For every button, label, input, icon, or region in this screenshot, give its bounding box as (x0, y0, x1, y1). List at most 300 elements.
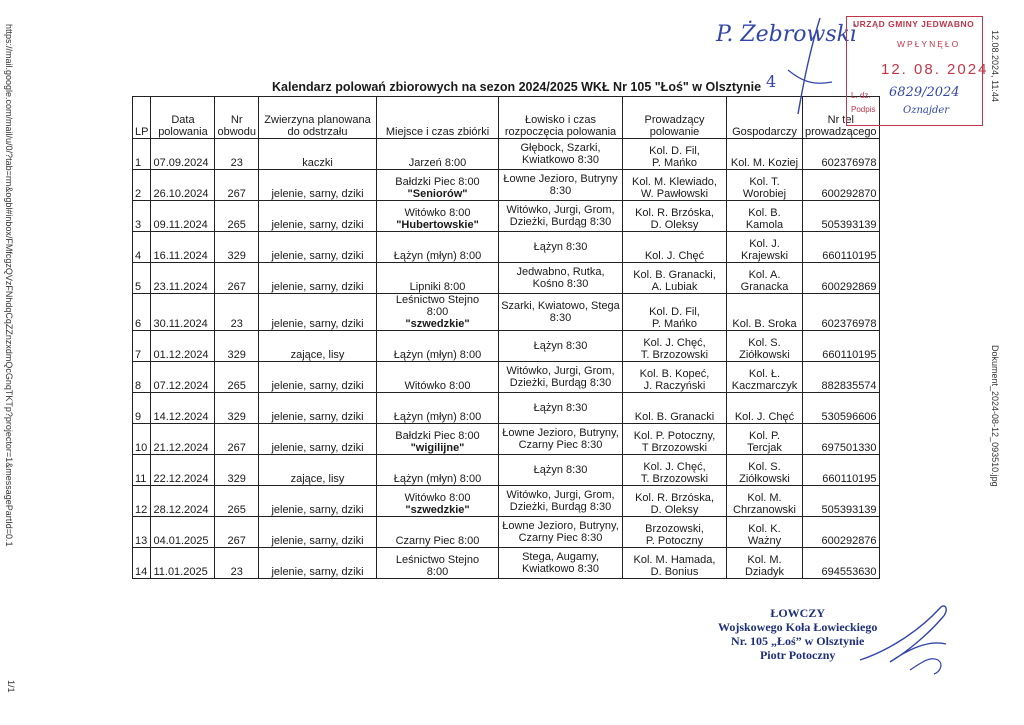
hunting-ground-text: Łowne Jezioro, Butryny, Czarny Piec 8:30 (502, 520, 619, 544)
meeting-place-text: Witówko 8:00 (404, 207, 471, 219)
meeting-place-text: Lipniki 8:00 (409, 281, 466, 293)
table-row (133, 331, 880, 362)
host-member (727, 486, 803, 517)
district-number (215, 517, 259, 548)
district-number (215, 393, 259, 424)
hunting-ground (499, 424, 623, 455)
district-number-text: 267 (227, 188, 246, 200)
meeting-place-subtitle: "Hubertowskie" (396, 219, 479, 231)
table-row (133, 170, 880, 201)
table-row (133, 424, 880, 455)
hunt-leader (623, 263, 727, 294)
hunt-date (151, 486, 215, 517)
hunt-date-text: 30.11.2024 (153, 318, 208, 330)
district-number-text: 329 (227, 473, 246, 485)
hunt-date-text: 01.12.2024 (153, 349, 209, 361)
district-number-text: 329 (227, 349, 246, 361)
hunting-ground-text: Witówko, Jurgi, Grom, Dzieżki, Burdąg 8:30 (506, 489, 615, 513)
host-member-text: Kol. J. Krajewski (740, 238, 789, 262)
hunt-leader (623, 201, 727, 232)
leader-phone (803, 201, 880, 232)
host-member-text: Kol. K. Ważny (747, 523, 782, 547)
hunt-leader (623, 294, 727, 331)
host-member (727, 232, 803, 263)
document-filename: Dokument_2024-08-12_093510.jpg (990, 345, 1000, 487)
host-member (727, 294, 803, 331)
meeting-place-text: Leśnictwo Stejno 8:00 (395, 294, 480, 318)
district-number-text: 23 (230, 566, 243, 578)
meeting-place (377, 517, 499, 548)
row-number (133, 548, 151, 579)
district-number (215, 201, 259, 232)
leader-phone (803, 548, 880, 579)
leader-phone (803, 232, 880, 263)
game-species-text: jelenie, sarny, dziki (271, 442, 364, 454)
row-number-text: 8 (135, 380, 142, 392)
game-species (259, 424, 377, 455)
hunting-ground-text: Stega, Augamy, Kwiatkowo 8:30 (521, 551, 600, 575)
host-member (727, 139, 803, 170)
meeting-place (377, 232, 499, 263)
leader-phone (803, 393, 880, 424)
meeting-place-text: Bałdzki Piec 8:00 (395, 176, 480, 188)
host-member-text: Kol. S. Ziółkowski (739, 337, 790, 361)
hunt-date-text: 09.11.2024 (153, 219, 208, 231)
row-number-text: 7 (135, 349, 142, 361)
handwritten-mark: 4 (766, 72, 777, 91)
meeting-place-text: Witówko 8:00 (404, 492, 471, 504)
host-member (727, 548, 803, 579)
hunt-leader-text: Kol. B. Granacki (634, 411, 715, 423)
leader-phone (803, 139, 880, 170)
row-number-text: 5 (135, 281, 142, 293)
col-leader: Prowadzący polowanie (623, 97, 727, 139)
host-member-text: Kol. S. Ziółkowski (739, 461, 790, 485)
district-number-text: 265 (227, 219, 246, 231)
hunt-date-text: 16.11.2024 (153, 250, 208, 262)
leader-phone-text: 660110195 (822, 250, 877, 262)
game-species (259, 170, 377, 201)
meeting-place-subtitle: "Seniorów" (407, 188, 468, 200)
host-member (727, 393, 803, 424)
leader-phone-text: 602376978 (821, 318, 877, 330)
hunt-leader-text: Kol. J. Chęć (644, 250, 705, 262)
meeting-place (377, 548, 499, 579)
hunt-leader (623, 362, 727, 393)
hunt-date (151, 294, 215, 331)
hunt-leader-text: Kol. P. Potoczny, T Brzozowski (633, 430, 716, 454)
hunt-leader (623, 548, 727, 579)
host-member-text: Kol. B. Sroka (732, 318, 797, 330)
hunt-date-text: 22.12.2024 (153, 473, 209, 485)
row-number-text: 3 (135, 219, 142, 231)
game-species-text: jelenie, sarny, dziki (271, 188, 364, 200)
hunting-ground-text: Szarki, Kwiatowo, Stega 8:30 (501, 300, 620, 324)
col-game: Zwierzyna planowana do odstrzału (259, 97, 377, 139)
row-number-text: 14 (135, 566, 148, 578)
host-member (727, 424, 803, 455)
signature-club: Wojskowego Koła Łowieckiego (718, 620, 878, 634)
host-member (727, 455, 803, 486)
meeting-place-text: Jarzeń 8:00 (408, 157, 467, 169)
hunt-date (151, 455, 215, 486)
game-species (259, 486, 377, 517)
row-number (133, 362, 151, 393)
game-species-text: jelenie, sarny, dziki (271, 318, 364, 330)
meeting-place (377, 362, 499, 393)
meeting-place-text: Łążyn (młyn) 8:00 (393, 349, 482, 361)
stamp-office: URZĄD GMINY JEDWABNO (853, 19, 975, 29)
hunting-ground-text: Witówko, Jurgi, Grom, Dzieżki, Burdąg 8:30 (506, 204, 615, 228)
page-number: 1/1 (6, 680, 16, 693)
district-number (215, 232, 259, 263)
hunt-leader (623, 331, 727, 362)
row-number-text: 2 (135, 188, 142, 200)
hunt-leader-text: Kol. D. Fil, P. Mańko (649, 145, 700, 169)
stamp-signer: Oznajder (903, 105, 950, 116)
hunt-date (151, 393, 215, 424)
hunting-ground-text: Łowne Jezioro, Butryny, Czarny Piec 8:30 (502, 427, 619, 451)
row-number (133, 517, 151, 548)
hunting-ground-text: Łążyn 8:30 (533, 340, 588, 352)
district-number-text: 267 (227, 281, 246, 293)
leader-phone-text: 697501330 (821, 442, 877, 454)
host-member-text: Kol. A. Granacka (740, 269, 789, 293)
hunt-date-text: 23.11.2024 (153, 281, 208, 293)
hunt-date (151, 548, 215, 579)
row-number (133, 263, 151, 294)
browser-url-margin: https://mail.google.com/mail/u/0/?tab=rm&ogbl#inbox/FMfcgzQVzFNhdqCqZZnzxdmQcGnqTKTp?projector=1&messagePartId=0.1 (4, 24, 14, 547)
hunt-date-text: 26.10.2024 (153, 188, 209, 200)
hunt-date-text: 21.12.2024 (153, 442, 209, 454)
meeting-place (377, 486, 499, 517)
district-number-text: 265 (227, 380, 246, 392)
hunting-ground-text: Łążyn 8:30 (533, 402, 588, 414)
hunting-ground (499, 486, 623, 517)
game-species (259, 362, 377, 393)
row-number (133, 170, 151, 201)
row-number (133, 393, 151, 424)
row-number-text: 10 (135, 442, 148, 454)
game-species (259, 139, 377, 170)
meeting-place-text: Łążyn (młyn) 8:00 (393, 411, 482, 423)
hunt-leader-text: Kol. R. Brzóska, D. Oleksy (635, 492, 714, 516)
stamp-ldz-label: L. dz. (851, 91, 871, 100)
hunting-ground-text: Łążyn 8:30 (533, 464, 588, 476)
meeting-place-text: Witówko 8:00 (404, 380, 471, 392)
table-row (133, 294, 880, 331)
game-species-text: jelenie, sarny, dziki (271, 566, 364, 578)
row-number-text: 11 (135, 473, 147, 485)
hunting-ground (499, 393, 623, 424)
leader-phone (803, 170, 880, 201)
hunting-ground (499, 294, 623, 331)
hunting-ground (499, 201, 623, 232)
table-row (133, 517, 880, 548)
hunting-ground-text: Łążyn 8:30 (533, 241, 588, 253)
hunt-leader (623, 486, 727, 517)
host-member-text: Kol. J. Chęć (734, 411, 795, 423)
district-number (215, 331, 259, 362)
district-number (215, 294, 259, 331)
leader-phone (803, 486, 880, 517)
meeting-place (377, 424, 499, 455)
hunting-ground (499, 548, 623, 579)
hunting-ground (499, 139, 623, 170)
game-species-text: zające, lisy (290, 349, 345, 361)
hunt-leader (623, 517, 727, 548)
row-number-text: 6 (135, 318, 142, 330)
game-species-text: jelenie, sarny, dziki (271, 250, 364, 262)
game-species-text: zające, lisy (290, 473, 345, 485)
meeting-place-subtitle: "szwedzkie" (405, 504, 470, 516)
district-number-text: 329 (227, 250, 246, 262)
hunt-date-text: 07.12.2024 (153, 380, 209, 392)
meeting-place-text: Łążyn (młyn) 8:00 (393, 473, 482, 485)
hunt-date-text: 11.01.2025 (153, 566, 208, 578)
host-member (727, 331, 803, 362)
row-number (133, 232, 151, 263)
meeting-place (377, 294, 499, 331)
host-member-text: Kol. M. Dziadyk (744, 554, 785, 578)
hunt-leader-text: Kol. R. Brzóska, D. Oleksy (635, 207, 714, 231)
hunt-leader (623, 455, 727, 486)
row-number-text: 4 (135, 250, 142, 262)
district-number-text: 23 (230, 157, 243, 169)
hunt-date (151, 201, 215, 232)
game-species (259, 548, 377, 579)
meeting-place (377, 393, 499, 424)
hunt-leader-text: Brzozowski, P. Potoczny (645, 523, 704, 547)
col-place: Miejsce i czas zbiórki (377, 97, 499, 139)
leader-phone-text: 694553630 (821, 566, 877, 578)
game-species (259, 517, 377, 548)
hunt-date-text: 14.12.2024 (153, 411, 209, 423)
hunt-leader (623, 170, 727, 201)
meeting-place (377, 455, 499, 486)
table-row (133, 455, 880, 486)
leader-phone (803, 362, 880, 393)
district-number (215, 362, 259, 393)
hunt-leader-text: Kol. J. Chęć, T. Brzozowski (640, 337, 709, 361)
game-species-text: jelenie, sarny, dziki (271, 281, 364, 293)
leader-phone (803, 424, 880, 455)
hunting-ground-text: Witówko, Jurgi, Grom, Dzieżki, Burdąg 8:30 (506, 365, 615, 389)
host-member (727, 170, 803, 201)
host-member-text: Kol. M. Chrzanowski (733, 492, 796, 516)
host-member-text: Kol. Ł. Kaczmarczyk (731, 368, 798, 392)
hunting-ground (499, 455, 623, 486)
game-species (259, 263, 377, 294)
leader-phone (803, 331, 880, 362)
district-number-text: 265 (227, 504, 246, 516)
district-number-text: 329 (227, 411, 246, 423)
table-row (133, 201, 880, 232)
game-species (259, 331, 377, 362)
game-species-text: jelenie, sarny, dziki (271, 535, 364, 547)
leader-phone (803, 455, 880, 486)
hunting-ground (499, 517, 623, 548)
hunting-ground (499, 263, 623, 294)
hunt-leader-text: Kol. B. Granacki, A. Lubiak (633, 269, 716, 293)
game-species-text: jelenie, sarny, dziki (271, 504, 364, 516)
hunt-date (151, 424, 215, 455)
row-number (133, 331, 151, 362)
hunt-date (151, 362, 215, 393)
col-lp: LP (133, 97, 151, 139)
row-number (133, 486, 151, 517)
district-number (215, 455, 259, 486)
hunt-leader (623, 232, 727, 263)
district-number (215, 170, 259, 201)
hunt-date (151, 263, 215, 294)
game-species-text: jelenie, sarny, dziki (271, 411, 364, 423)
col-phone: Nr tel prowadzącego (803, 97, 880, 139)
hunt-leader (623, 139, 727, 170)
row-number (133, 455, 151, 486)
game-species-text: kaczki (302, 157, 333, 169)
leader-phone-text: 882835574 (821, 380, 877, 392)
district-number (215, 548, 259, 579)
hunting-ground-text: Łowne Jezioro, Butryny 8:30 (503, 173, 618, 197)
handwritten-signature (850, 600, 960, 685)
row-number (133, 424, 151, 455)
meeting-place-text: Leśnictwo Stejno 8:00 (395, 554, 480, 578)
hunting-ground (499, 362, 623, 393)
meeting-place-text: Bałdzki Piec 8:00 (395, 430, 480, 442)
table-row (133, 362, 880, 393)
game-species (259, 201, 377, 232)
table-row (133, 139, 880, 170)
meeting-place-text: Łążyn (młyn) 8:00 (393, 250, 482, 262)
hunting-ground-text: Głębock, Szarki, Kwiatkowo 8:30 (520, 142, 601, 166)
leader-phone-text: 660110195 (822, 473, 877, 485)
stamp-ldz-value: 6829/2024 (889, 85, 960, 100)
leader-phone (803, 263, 880, 294)
hunt-date-text: 04.01.2025 (153, 535, 209, 547)
print-datetime: 12.08.2024, 11:44 (990, 30, 1000, 102)
meeting-place (377, 139, 499, 170)
host-member (727, 201, 803, 232)
leader-phone (803, 517, 880, 548)
host-member-text: Kol. B. Kamola (745, 207, 784, 231)
hunt-leader (623, 424, 727, 455)
leader-phone-text: 602376978 (821, 157, 877, 169)
district-number (215, 139, 259, 170)
host-member-text: Kol. M. Koziej (730, 157, 799, 169)
meeting-place-subtitle: "szwedzkie" (405, 318, 470, 330)
table-row (133, 486, 880, 517)
signature-name: Piotr Potoczny (759, 648, 836, 662)
row-number-text: 1 (135, 157, 142, 169)
hunt-leader-text: Kol. D. Fil, P. Mańko (649, 306, 700, 330)
table-row (133, 548, 880, 579)
hunt-date (151, 232, 215, 263)
table-row (133, 393, 880, 424)
hunting-ground (499, 170, 623, 201)
hunting-ground-text: Jedwabno, Rutka, Kośno 8:30 (516, 266, 605, 290)
game-species-text: jelenie, sarny, dziki (271, 380, 364, 392)
district-number-text: 23 (230, 318, 243, 330)
signature-role: ŁOWCZY (770, 606, 825, 620)
stamp-podpis-label: Podpis (851, 105, 876, 114)
signature-club-number: Nr. 105 „Łoś” w Olsztynie (731, 634, 865, 648)
col-hunting-ground: Łowisko i czas rozpoczęcia polowania (499, 97, 623, 139)
meeting-place (377, 263, 499, 294)
host-member-text: Kol. P. Tercjak (747, 430, 782, 454)
hunt-date (151, 139, 215, 170)
leader-phone-text: 505393139 (821, 504, 877, 516)
hunt-leader (623, 393, 727, 424)
hunt-leader-text: Kol. J. Chęć, T. Brzozowski (640, 461, 709, 485)
stamp-date: 12. 08. 2024 (881, 61, 989, 78)
col-obwod: Nr obwodu (215, 97, 259, 139)
district-number-text: 267 (227, 535, 246, 547)
hunting-ground (499, 232, 623, 263)
row-number (133, 201, 151, 232)
district-number (215, 486, 259, 517)
col-date: Data polowania (151, 97, 215, 139)
game-species (259, 294, 377, 331)
game-species (259, 393, 377, 424)
table-row (133, 263, 880, 294)
row-number-text: 13 (135, 535, 148, 547)
hunt-leader-text: Kol. M. Hamada, D. Bonius (633, 554, 716, 578)
district-number-text: 267 (227, 442, 246, 454)
col-host: Gospodarczy (727, 97, 803, 139)
leader-phone-text: 600292870 (821, 188, 877, 200)
leader-phone-text: 505393139 (821, 219, 877, 231)
hunt-date-text: 07.09.2024 (153, 157, 209, 169)
game-species-text: jelenie, sarny, dziki (271, 219, 364, 231)
leader-phone-text: 660110195 (822, 349, 877, 361)
hunt-leader-text: Kol. M. Klewiado, W. Pawłowski (632, 176, 717, 200)
hunt-date (151, 517, 215, 548)
meeting-place (377, 170, 499, 201)
meeting-place-subtitle: "wigilijne" (410, 442, 465, 454)
row-number-text: 9 (135, 411, 142, 423)
district-number (215, 424, 259, 455)
hunt-leader-text: Kol. B. Kopeć, J. Raczyński (639, 368, 710, 392)
hunt-date (151, 331, 215, 362)
table-row (133, 232, 880, 263)
row-number (133, 139, 151, 170)
hunt-date (151, 170, 215, 201)
meeting-place-text: Czarny Piec 8:00 (395, 535, 480, 547)
host-member (727, 263, 803, 294)
hunt-date-text: 28.12.2024 (153, 504, 209, 516)
meeting-place (377, 201, 499, 232)
leader-phone-text: 530596606 (821, 411, 877, 423)
handwritten-name: P. Żebrowski (716, 22, 857, 47)
leader-phone-text: 600292876 (821, 535, 877, 547)
game-species (259, 232, 377, 263)
game-species (259, 455, 377, 486)
stamp-received: WPŁYNĘŁO (897, 39, 961, 49)
host-member-text: Kol. T. Worobiej (742, 176, 787, 200)
hunting-ground (499, 331, 623, 362)
host-member (727, 362, 803, 393)
row-number (133, 294, 151, 331)
received-stamp (846, 16, 989, 126)
district-number (215, 263, 259, 294)
leader-phone-text: 600292869 (821, 281, 877, 293)
hunting-schedule-table (132, 96, 880, 579)
row-number-text: 12 (135, 504, 148, 516)
host-member (727, 517, 803, 548)
meeting-place (377, 331, 499, 362)
leader-phone (803, 294, 880, 331)
